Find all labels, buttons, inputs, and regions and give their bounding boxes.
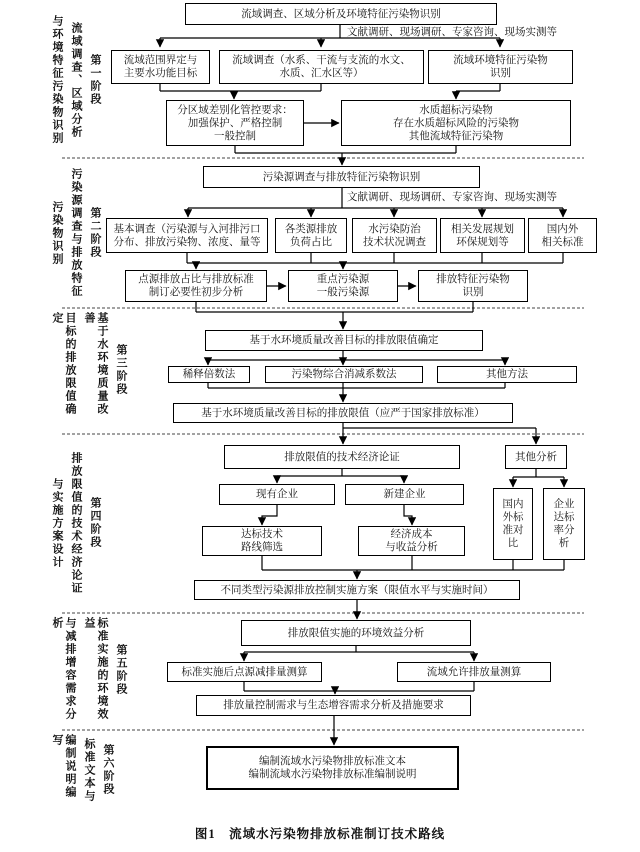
stage5-title-line2: 与减排增容需求分析 — [51, 617, 76, 721]
box-cost-benefit: 经济成本 与收益分析 — [358, 526, 465, 556]
box-tech-economic-argument: 排放限值的技术经济论证 — [224, 445, 460, 469]
box-basin-survey-top: 流域调查、区域分析及环境特征污染物识别 — [185, 3, 497, 25]
box-limit-determination-top: 基于水环境质量改善目标的排放限值确定 — [205, 330, 483, 351]
box-new-enterprises: 新建企业 — [345, 484, 464, 505]
box-source-survey-top: 污染源调查与排放特征污染物识别 — [203, 166, 480, 188]
box-basin-scope: 流域范围界定与 主要水功能目标 — [111, 50, 210, 84]
stage5-sidebar — [50, 617, 127, 723]
box-emission-pollutant-id: 排放特征污染物 识别 — [418, 270, 528, 302]
stage2-title-line2: 污染物识别 — [51, 200, 63, 266]
stage5-label: 第五阶段 — [115, 644, 127, 696]
box-basin-survey: 流域调查（水系、干流与支流的水文、 水质、汇水区等） — [219, 50, 424, 84]
box-environmental-benefit-analysis: 排放限值实施的环境效益分析 — [241, 620, 471, 646]
box-exceedance-pollutants: 水质超标污染物 存在水质超标风险的污染物 其他流域特征污染物 — [341, 100, 571, 146]
box-zoning-control: 分区域差别化管控要求： 加强保护、严格控制 一般控制 — [166, 100, 304, 146]
stage6-sidebar — [50, 734, 114, 806]
box-allowable-emission-estimate: 流域允许排放量测算 — [397, 662, 551, 682]
stage5-title-line1: 标准实施的环境效益 — [83, 617, 108, 721]
box-treatment-tech-survey: 水污染防治 技术状况调查 — [352, 218, 437, 253]
box-other-methods: 其他方法 — [437, 366, 577, 383]
stage2-sidebar — [50, 164, 108, 302]
box-basin-pollutant-id: 流域环境特征污染物 识别 — [428, 50, 573, 84]
box-standard-text-compilation: 编制流域水污染物排放标准文本 编制流域水污染物排放标准编制说明 — [206, 746, 459, 790]
box-source-load: 各类源排放 负荷占比 — [275, 218, 347, 253]
box-existing-enterprises: 现有企业 — [219, 484, 335, 505]
stage4-title-line1: 排放限值的技术经济论证 — [70, 451, 82, 595]
box-standard-comparison: 国内 外标 准对 比 — [493, 488, 533, 560]
stage2-title-line1: 污染源调查与排放特征 — [70, 168, 82, 298]
box-development-plans: 相关发展规划 环保规划等 — [440, 218, 525, 253]
stage3-label: 第三阶段 — [115, 344, 127, 396]
note-research-methods-1: 文献调研、现场调研、专家咨询、现场实测等 — [347, 27, 557, 38]
stage1-title-line2: 与环境特征污染物识别 — [51, 15, 63, 145]
stage1-label: 第一阶段 — [89, 54, 101, 106]
stage4-sidebar — [50, 440, 108, 606]
stage1-title-line1: 流域调查、区域分析 — [70, 21, 82, 139]
box-key-sources: 重点污染源 一般污染源 — [288, 270, 398, 302]
stage6-label: 第六阶段 — [102, 744, 114, 796]
stage2-label: 第二阶段 — [89, 207, 101, 259]
box-basic-survey: 基本调查（污染源与入河排污口 分布、排放污染物、浓度、量等 — [106, 218, 268, 253]
stage6-title-line1: 标准文本与 — [83, 737, 95, 803]
box-other-analysis: 其他分析 — [505, 445, 567, 469]
box-compliance-tech-route: 达标技术 路线筛选 — [202, 526, 322, 556]
stage3-title-line1: 基于水环境质量改善 — [83, 312, 108, 416]
box-point-source-analysis: 点源排放占比与排放标准 制订必要性初步分析 — [125, 270, 267, 302]
box-compliance-rate: 企业 达标 率分 析 — [543, 488, 585, 560]
box-dilution-method: 稀释倍数法 — [168, 366, 250, 383]
box-domestic-foreign-standards: 国内外 相关标准 — [528, 218, 597, 253]
box-control-implementation-scheme: 不同类型污染源排放控制实施方案（限值水平与实施时间） — [194, 580, 520, 600]
note-research-methods-2: 文献调研、现场调研、专家咨询、现场实测等 — [347, 192, 557, 203]
stage6-title-line2: 编制说明编写 — [51, 734, 76, 799]
box-quality-based-limit: 基于水环境质量改善目标的排放限值（应严于国家排放标准） — [173, 403, 513, 423]
box-emission-reduction-estimate: 标准实施后点源减排量测算 — [167, 662, 322, 682]
stage1-sidebar — [50, 6, 108, 154]
stage3-sidebar — [50, 312, 127, 428]
box-control-capacity-demand: 排放量控制需求与生态增容需求分析及措施要求 — [196, 695, 471, 716]
stage3-title-line2: 目标的排放限值确定 — [51, 312, 76, 416]
figure-caption: 图1 流域水污染物排放标准制订技术路线 — [194, 827, 446, 841]
stage4-label: 第四阶段 — [89, 497, 101, 549]
box-reduction-coefficient-method: 污染物综合消减系数法 — [265, 366, 423, 383]
stage4-title-line2: 与实施方案设计 — [51, 477, 63, 569]
